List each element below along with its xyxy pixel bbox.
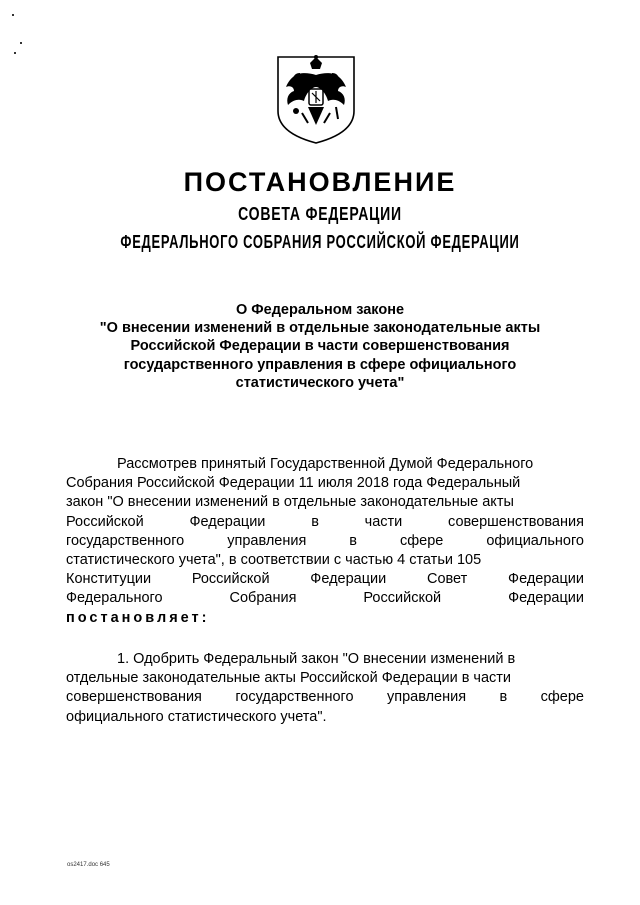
text-line bbox=[66, 688, 584, 707]
text-word: Федерации bbox=[508, 571, 584, 588]
text-word: части bbox=[364, 513, 403, 530]
subject-line: Российской Федерации в части совершенствования bbox=[130, 338, 510, 355]
coat-of-arms-emblem bbox=[272, 53, 360, 145]
text-word: Федерации bbox=[310, 571, 387, 588]
text-line bbox=[66, 708, 584, 727]
text-line bbox=[66, 609, 584, 628]
text-word: сфере bbox=[540, 689, 584, 706]
text-word: Конституции bbox=[66, 571, 152, 588]
resolution-paragraph-2 bbox=[66, 650, 584, 727]
text-word: в bbox=[349, 532, 357, 549]
text-line bbox=[66, 570, 584, 589]
text-word: в bbox=[311, 513, 319, 530]
text-line bbox=[66, 513, 584, 532]
resolution-subject bbox=[80, 301, 560, 392]
text-line bbox=[66, 551, 584, 570]
text-word: Федерации bbox=[189, 513, 266, 530]
text-line bbox=[66, 650, 584, 669]
text-word: закон "О внесении изменений в отдельные законодательные акты bbox=[66, 494, 514, 511]
text-line bbox=[66, 532, 584, 551]
text-word: Совет bbox=[426, 571, 468, 588]
text-word: Российской bbox=[363, 590, 442, 607]
text-word: Федерального bbox=[66, 590, 163, 607]
document-subtitle-council: СОВЕТА ФЕДЕРАЦИИ bbox=[238, 204, 402, 224]
text-word: сфере bbox=[399, 532, 444, 549]
text-line bbox=[66, 493, 584, 512]
subject-line: статистического учета" bbox=[235, 374, 405, 391]
text-word: Российской bbox=[191, 571, 270, 588]
text-word: совершенствования bbox=[66, 689, 202, 706]
text-word: Собрания bbox=[229, 590, 297, 607]
text-word: 1. Одобрить Федеральный закон "О внесении изменений в bbox=[117, 651, 516, 667]
file-reference: os2417.doc 645 bbox=[67, 862, 110, 868]
text-word: управления bbox=[227, 532, 307, 549]
text-word: статистического учета", в соответствии с частью 4 статьи 105 bbox=[66, 552, 482, 569]
text-word: официального bbox=[486, 532, 584, 549]
text-word: Собрания Российской Федерации 11 июля 2018 года Федеральный bbox=[66, 475, 521, 492]
text-word: официального статистического учета". bbox=[66, 708, 327, 725]
text-line bbox=[66, 669, 584, 688]
text-word: в bbox=[499, 689, 508, 706]
text-word: совершенствования bbox=[448, 513, 584, 530]
document-title: ПОСТАНОВЛЕНИЕ bbox=[183, 167, 457, 197]
resolution-paragraph-1 bbox=[66, 455, 584, 628]
text-line bbox=[66, 455, 584, 474]
document-subtitle-assembly: ФЕДЕРАЛЬНОГО СОБРАНИЯ РОССИЙСКОЙ ФЕДЕРАЦИИ bbox=[120, 232, 520, 252]
text-word: государственного bbox=[66, 532, 185, 549]
subject-line: "О внесении изменений в отдельные законодательные акты bbox=[99, 320, 541, 337]
subject-line: государственного управления в сфере официального bbox=[123, 356, 517, 373]
subject-line: О Федеральном законе bbox=[235, 302, 405, 318]
resolves-word: постановляет: bbox=[66, 609, 210, 626]
text-word: Федерации bbox=[508, 590, 584, 607]
text-word: Рассмотрев принятый Государственной Думой Федерального bbox=[117, 456, 534, 472]
text-word: государственного bbox=[235, 689, 354, 706]
text-word: управления bbox=[387, 689, 467, 706]
text-word: Российской bbox=[66, 513, 144, 530]
text-word: отдельные законодательные акты Российской Федерации в части bbox=[66, 670, 512, 687]
text-line bbox=[66, 589, 584, 608]
text-line bbox=[66, 474, 584, 493]
